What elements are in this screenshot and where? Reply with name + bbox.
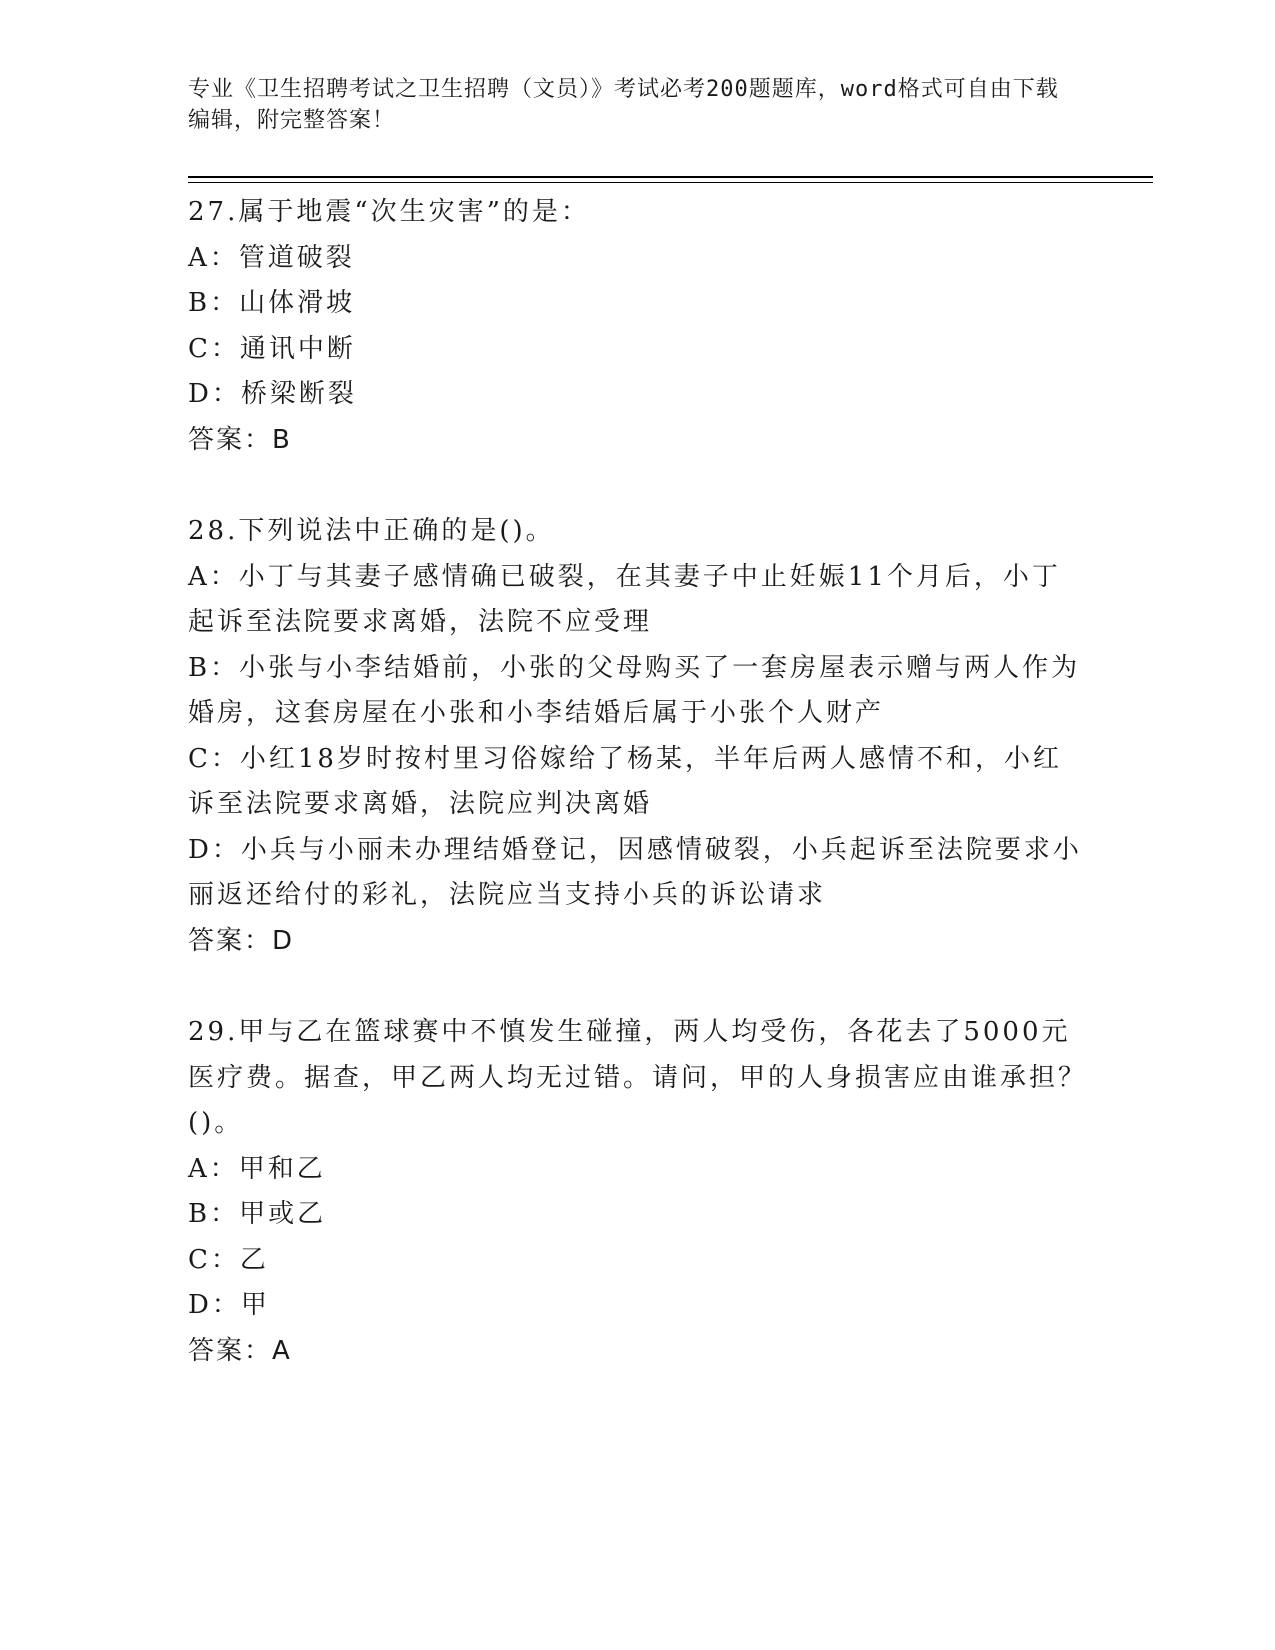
answer: 答案：A [188, 1335, 292, 1366]
question-list [188, 190, 1088, 1420]
answer: 答案：B [188, 424, 292, 455]
question-stem: 28.下列说法中正确的是()。 [188, 516, 555, 546]
option-b: B：甲或乙 [188, 1199, 327, 1229]
option-d: D：桥梁断裂 [188, 379, 357, 409]
answer: 答案：D [188, 925, 295, 956]
question-28 [188, 509, 1088, 964]
question-stem: 27.属于地震“次生灾害”的是： [188, 197, 590, 227]
option-b: B：山体滑坡 [188, 288, 356, 318]
document-header: 专业《卫生招聘考试之卫生招聘（文员）》考试必考200题题库，word格式可自由下载编辑，附完整答案！ [188, 77, 1059, 133]
option-b: B：小张与小李结婚前，小张的父母购买了一套房屋表示赠与两人作为婚房，这套房屋在小张和小李结婚后属于小张个人财产 [188, 652, 1081, 728]
option-c: C：通讯中断 [188, 333, 356, 364]
option-c: C：乙 [188, 1244, 269, 1275]
option-d: D：小兵与小丽未办理结婚登记，因感情破裂，小兵起诉至法院要求小丽返还给付的彩礼，法院应当支持小兵的诉讼请求 [188, 834, 1082, 910]
question-stem: 29.甲与乙在篮球赛中不慎发生碰撞，两人均受伤，各花去了5000元医疗费。据查，甲乙两人均无过错。请问，甲的人身损害应由谁承担？()。 [188, 1017, 1088, 1138]
option-d: D：甲 [188, 1290, 270, 1320]
header-divider-thick [188, 176, 1153, 178]
option-a: A：管道破裂 [188, 242, 355, 273]
header-divider-thin [188, 182, 1153, 183]
option-c: C：小红18岁时按村里习俗嫁给了杨某，半年后两人感情不和，小红诉至法院要求离婚，法院应判决离婚 [188, 743, 1062, 819]
option-a: A：甲和乙 [188, 1153, 326, 1184]
question-27 [188, 190, 1088, 463]
option-a: A：小丁与其妻子感情确已破裂，在其妻子中止妊娠11个月后，小丁起诉至法院要求离婚，法院不应受理 [188, 561, 1061, 637]
question-29 [188, 1010, 1088, 1374]
